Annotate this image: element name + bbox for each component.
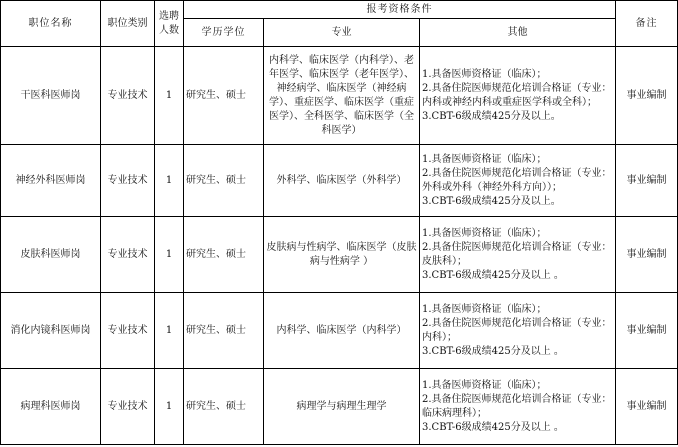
remark-cell: 事业编制 (616, 293, 678, 369)
condition-line: 1.具备医师资格证（临床）； (422, 227, 547, 239)
condition-line: 1.具备医师资格证（临床）； (422, 153, 547, 165)
hire-count-cell: 1 (155, 145, 184, 217)
condition-line: 3.CBT-6级成绩425分及以上 。 (422, 421, 564, 433)
hire-count-cell: 1 (155, 217, 184, 293)
position-name-cell: 皮肤科医师岗 (1, 217, 101, 293)
education-cell: 研究生、硕士 (184, 293, 264, 369)
hire-count-cell: 1 (155, 47, 184, 145)
remark-cell: 事业编制 (616, 145, 678, 217)
condition-line: 3.CBT-6级成绩425分及以上 。 (422, 345, 564, 357)
major-cell: 外科学、临床医学（外科学） (264, 145, 420, 217)
header-requirements: 报考资格条件 (184, 1, 616, 19)
table-row (1, 369, 678, 445)
header-remarks: 备注 (616, 1, 678, 47)
education-cell: 研究生、硕士 (184, 217, 264, 293)
other-conditions-cell (420, 217, 616, 293)
position-name-cell: 消化内镜科医师岗 (1, 293, 101, 369)
major-cell: 内科学、临床医学（内科学）、老年医学、临床医学（老年医学）、神经病学、临床医学（神经病学）、重症医学、临床医学（重症医学）、全科医学、临床医学（全科医学） (264, 47, 420, 145)
condition-line: 1.具备医师资格证（临床）； (422, 303, 547, 315)
condition-line: 2.具备住院医师规范化培训合格证（专业：皮肤科）； (422, 241, 612, 267)
table-row (1, 47, 678, 145)
major-cell: 病理学与病理生理学 (264, 369, 420, 445)
remark-cell: 事业编制 (616, 47, 678, 145)
position-type-cell: 专业技术 (101, 47, 155, 145)
table-row (1, 145, 678, 217)
position-type-cell: 专业技术 (101, 369, 155, 445)
table-row (1, 217, 678, 293)
header-position-type: 职位类别 (101, 1, 155, 47)
position-name-cell: 神经外科医师岗 (1, 145, 101, 217)
condition-line: 2.具备住院医师规范化培训合格证（专业：临床病理科）； (422, 393, 612, 419)
condition-line: 3.CBT-6级成绩425分及以上。 (422, 110, 561, 122)
header-other: 其他 (420, 19, 616, 47)
remark-cell: 事业编制 (616, 369, 678, 445)
condition-line: 2.具备住院医师规范化培训合格证（专业：内科）； (422, 317, 612, 343)
position-type-cell: 专业技术 (101, 145, 155, 217)
hire-count-cell: 1 (155, 293, 184, 369)
position-name-cell: 干医科医师岗 (1, 47, 101, 145)
table-row (1, 293, 678, 369)
position-name-cell: 病理科医师岗 (1, 369, 101, 445)
header-education: 学历学位 (184, 19, 264, 47)
header-major: 专业 (264, 19, 420, 47)
hire-count-cell: 1 (155, 369, 184, 445)
education-cell: 研究生、硕士 (184, 145, 264, 217)
major-cell: 皮肤病与性病学、临床医学（皮肤病与性病学 ） (264, 217, 420, 293)
other-conditions-cell (420, 293, 616, 369)
condition-line: 2.具备住院医师规范化培训合格证（专业：内科或神经内科或重症医学科或全科）； (422, 82, 612, 108)
major-cell: 内科学、临床医学（内科学） (264, 293, 420, 369)
condition-line: 2.具备住院医师规范化培训合格证（专业：外科或外科（神经外科方向））； (422, 167, 612, 193)
other-conditions-cell (420, 47, 616, 145)
position-type-cell: 专业技术 (101, 293, 155, 369)
condition-line: 3.CBT-6级成绩425分及以上。 (422, 195, 561, 207)
remark-cell: 事业编制 (616, 217, 678, 293)
header-hire-count: 选聘人数 (155, 1, 184, 47)
condition-line: 3.CBT-6级成绩425分及以上 。 (422, 269, 564, 281)
education-cell: 研究生、硕士 (184, 47, 264, 145)
condition-line: 1.具备医师资格证（临床）； (422, 68, 547, 80)
other-conditions-cell (420, 369, 616, 445)
position-type-cell: 专业技术 (101, 217, 155, 293)
header-position-name: 职位名称 (1, 1, 101, 47)
education-cell: 研究生、硕士 (184, 369, 264, 445)
other-conditions-cell (420, 145, 616, 217)
condition-line: 1.具备医师资格证（临床）； (422, 379, 547, 391)
